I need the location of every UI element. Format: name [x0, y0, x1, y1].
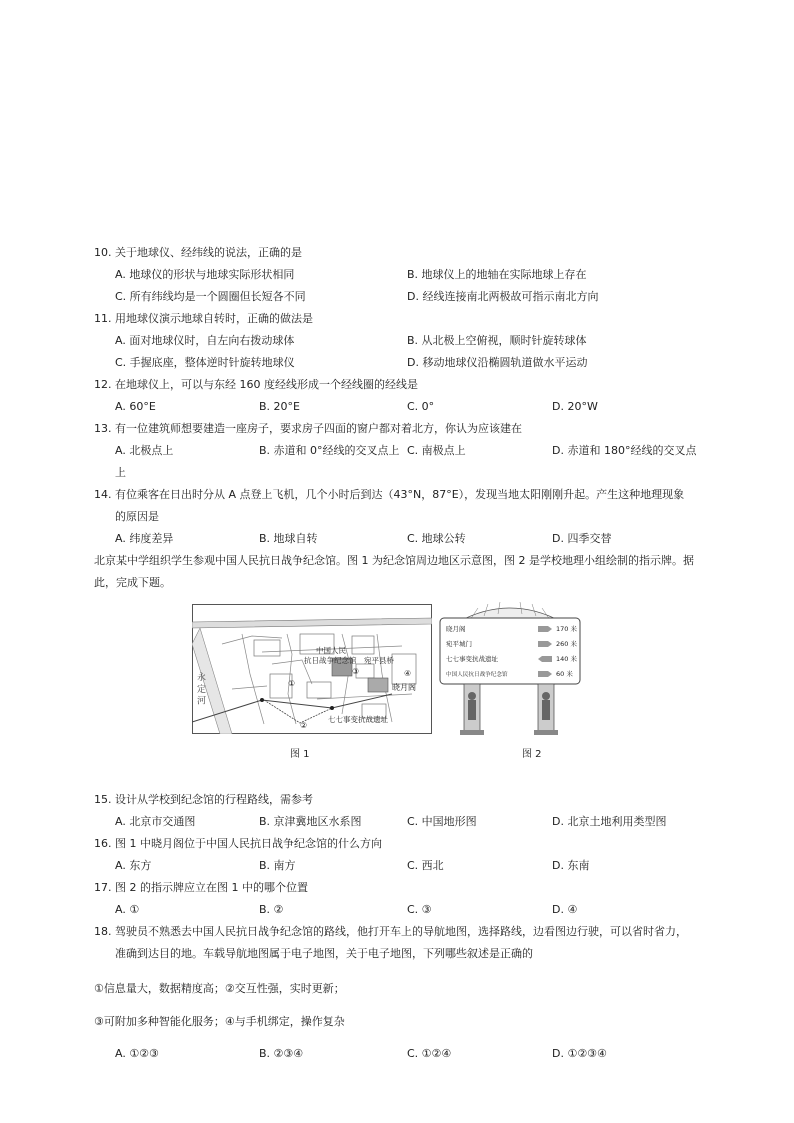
sign-name-3: 七七事变抗战遗址: [446, 655, 498, 663]
figure-1-map: [192, 604, 432, 734]
option-a[interactable]: A. 纬度差异: [115, 532, 174, 545]
marker-2: ②: [300, 721, 308, 730]
figure-2-caption: 图 2: [522, 749, 542, 760]
question-15-options: [115, 814, 715, 830]
question-16-stem: 16. 图 1 中晓月阁位于中国人民抗日战争纪念馆的什么方向: [94, 837, 382, 850]
option-a[interactable]: A. 东方: [115, 859, 152, 872]
question-14-stem-line2: 的原因是: [115, 510, 159, 523]
question-11-options-row2: [115, 355, 715, 371]
site-label: 七七事变抗战遗址: [328, 715, 388, 724]
sign-dist-4: 60 米: [556, 670, 573, 678]
question-15-stem: 15. 设计从学校到纪念馆的行程路线，需参考: [94, 793, 313, 806]
option-b[interactable]: B. 地球自转: [259, 532, 318, 545]
option-c[interactable]: C. 南极点上: [407, 444, 466, 457]
option-c[interactable]: C. ①②④: [407, 1047, 452, 1060]
option-a[interactable]: A. 地球仪的形状与地球实际形状相同: [115, 268, 295, 281]
option-c[interactable]: C. 地球公转: [407, 532, 466, 545]
option-a[interactable]: A. 面对地球仪时，自左向右拨动球体: [115, 334, 295, 347]
option-a[interactable]: A. ①: [115, 903, 140, 916]
option-c[interactable]: C. 手握底座，整体逆时针旋转地球仪: [115, 356, 295, 369]
option-c[interactable]: C. 所有纬线均是一个圆圈但长短各不同: [115, 290, 306, 303]
question-14-options: [115, 531, 715, 547]
sign-name-2: 宛平城门: [446, 640, 472, 648]
museum-label-line2: 抗日战争纪念馆: [304, 656, 357, 665]
passage-intro-line1: 北京某中学组织学生参观中国人民抗日战争纪念馆。图 1 为纪念馆周边地区示意图，图 2 是学校地理小组绘制的指示牌。据: [94, 554, 694, 567]
question-10-stem: 10. 关于地球仪、经纬线的说法，正确的是: [94, 246, 302, 259]
option-d[interactable]: D. 20°W: [552, 400, 598, 413]
option-b[interactable]: B. 京津冀地区水系图: [259, 815, 362, 828]
option-b[interactable]: B. 南方: [259, 859, 296, 872]
option-a[interactable]: A. 北极点上: [115, 444, 174, 457]
sign-name-1: 晓月阁: [446, 625, 466, 633]
sign-dist-1: 170 米: [556, 625, 577, 633]
option-d[interactable]: D. 移动地球仪沿椭圆轨道做水平运动: [407, 356, 588, 369]
option-d[interactable]: D. ①②③④: [552, 1047, 607, 1060]
question-18-stem-line2: 准确到达目的地。车载导航地图属于电子地图，关于电子地图，下列哪些叙述是正确的: [115, 947, 533, 960]
option-a[interactable]: A. 60°E: [115, 400, 156, 413]
option-c[interactable]: C. 西北: [407, 859, 444, 872]
bridge-label: 宛平县桥: [364, 656, 394, 665]
option-d[interactable]: D. ④: [552, 903, 578, 916]
option-c[interactable]: C. ③: [407, 903, 432, 916]
question-13-options: [115, 443, 715, 459]
option-c[interactable]: C. 0°: [407, 400, 435, 413]
option-c[interactable]: C. 中国地形图: [407, 815, 477, 828]
question-11-stem: 11. 用地球仪演示地球自转时，正确的做法是: [94, 312, 313, 325]
passage-intro-line2: 此，完成下题。: [94, 576, 171, 589]
option-d[interactable]: D. 经线连接南北两极故可指示南北方向: [407, 290, 599, 303]
river-label: 永 定 河: [195, 672, 205, 705]
question-13-options-wrap: [115, 465, 715, 481]
question-12-options: [115, 399, 715, 415]
sign-name-4: 中国人民抗日战争纪念馆: [446, 672, 508, 678]
option-d[interactable]: D. 东南: [552, 859, 590, 872]
question-18-options: [115, 1046, 715, 1062]
marker-4: ④: [404, 669, 412, 678]
option-d[interactable]: D. 赤道和 180°经线的交叉点: [552, 444, 697, 457]
option-b[interactable]: B. 赤道和 0°经线的交叉点上: [259, 444, 400, 457]
question-16-options: [115, 858, 715, 874]
question-18-statements-line2: ③可附加多种智能化服务；④与手机绑定，操作复杂: [94, 1015, 345, 1028]
question-18-stem-line1: 18. 驾驶员不熟悉去中国人民抗日战争纪念馆的路线，他打开车上的导航地图，选择路线，边看图边行驶，可以省时省力，: [94, 925, 687, 938]
question-17-stem: 17. 图 2 的指示牌应立在图 1 中的哪个位置: [94, 881, 308, 894]
option-a[interactable]: A. 北京市交通图: [115, 815, 196, 828]
option-a[interactable]: A. ①②③: [115, 1047, 159, 1060]
figure-2-signpost: [438, 600, 582, 736]
sign-dist-2: 260 米: [556, 640, 577, 648]
option-b[interactable]: B. 从北极上空俯视，顺时针旋转球体: [407, 334, 587, 347]
question-10-options-row1: [115, 267, 715, 283]
option-b[interactable]: B. ②③④: [259, 1047, 304, 1060]
museum-label-line1: 中国人民: [316, 646, 346, 655]
question-12-stem: 12. 在地球仪上，可以与东经 160 度经线形成一个经线圈的经线是: [94, 378, 418, 391]
question-18-statements-line1: ①信息量大，数据精度高；②交互性强，实时更新；: [94, 982, 345, 995]
figure-1-caption: 图 1: [290, 749, 310, 760]
question-11-options-row1: [115, 333, 715, 349]
option-b[interactable]: B. 20°E: [259, 400, 300, 413]
question-14-stem-line1: 14. 有位乘客在日出时分从 A 点登上飞机，几个小时后到达（43°N，87°E），发现当地太阳刚刚升起。产生这种地理现象: [94, 488, 685, 501]
question-10-options-row2: [115, 289, 715, 305]
marker-1: ①: [288, 679, 296, 688]
option-b[interactable]: B. 地球仪上的地轴在实际地球上存在: [407, 268, 587, 281]
option-b[interactable]: B. ②: [259, 903, 284, 916]
question-17-options: [115, 902, 715, 918]
option-d[interactable]: D. 四季交替: [552, 532, 612, 545]
marker-3: ③: [352, 667, 360, 676]
tower-label: 晓月阁: [392, 683, 416, 692]
question-13-stem: 13. 有一位建筑师想要建造一座房子，要求房子四面的窗户都对着北方，你认为应该建在: [94, 422, 522, 435]
option-d-continuation: 上: [115, 466, 126, 479]
option-d[interactable]: D. 北京土地利用类型图: [552, 815, 667, 828]
sign-dist-3: 140 米: [556, 655, 577, 663]
